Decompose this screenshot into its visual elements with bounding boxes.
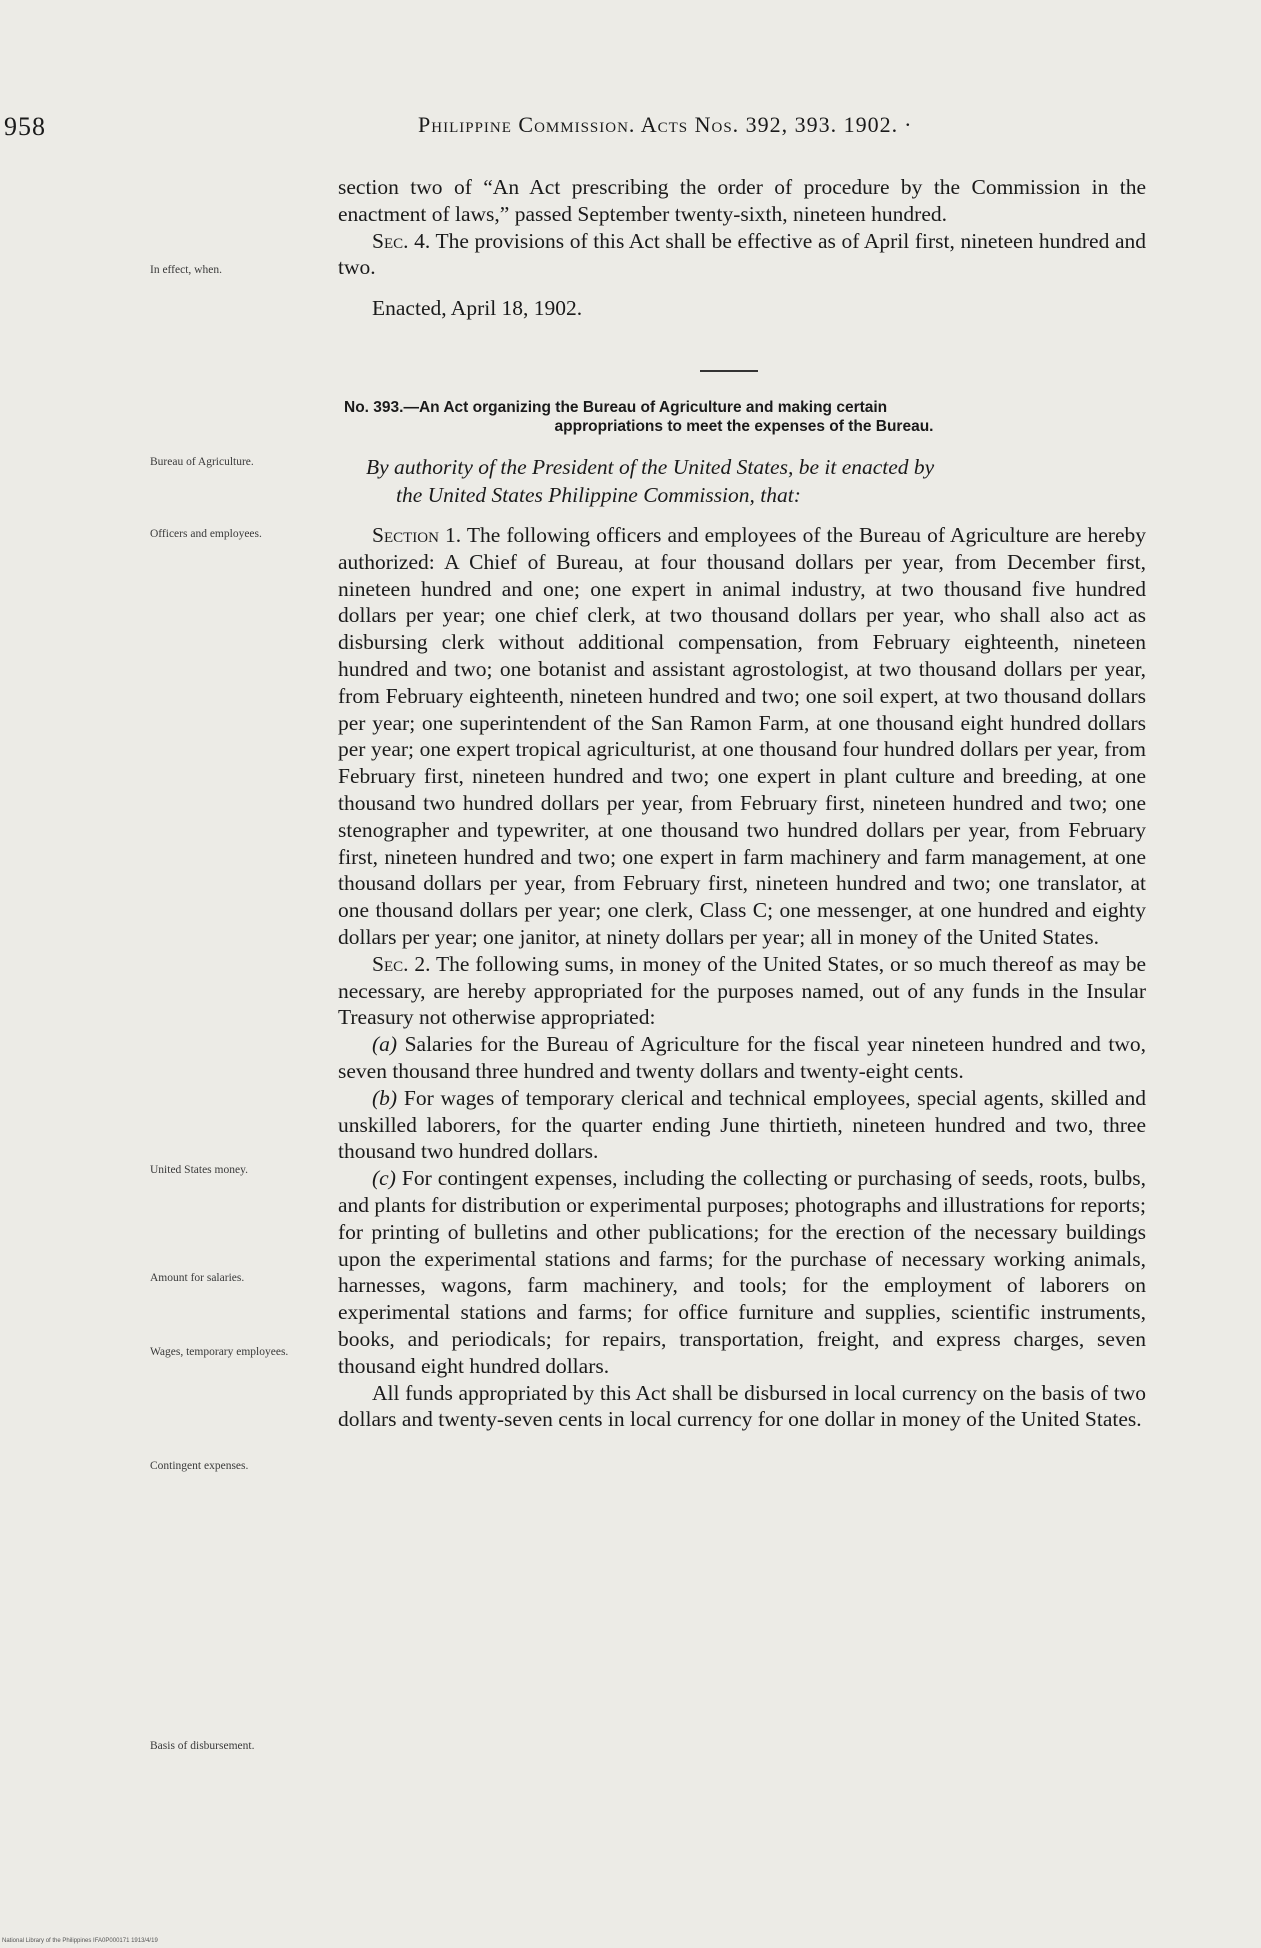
running-head-text: Philippine Commission. Acts Nos. 392, 393. 1902. [418, 112, 899, 137]
item-b-label: (b) [372, 1085, 398, 1110]
section-4-label: Sec. 4. [372, 228, 431, 253]
ink-dot: · [904, 112, 913, 137]
margin-note-amount-salaries: Amount for salaries. [150, 1272, 245, 1284]
section-2-label: Sec. 2. [372, 951, 431, 976]
section-divider [700, 370, 758, 372]
margin-note-contingent: Contingent expenses. [150, 1460, 249, 1472]
act-title-line-1: No. 393.—An Act organizing the Bureau of Agriculture and making certain [344, 399, 888, 416]
item-c-text: For contingent expenses, including the collecting or purchasing of seeds, roots, bulbs, and plants for distribution or experimental purposes; photographs and illustrations for reports; for printing of bulletins and other publications; for the erection of the necessary buildings upon the experimental stations and farms; for the purchase of necessary working animals, harnesses, wagons, farm machinery, and tools; for the employment of laborers on experimental stations and farms; for office furniture and supplies, scientific instruments, books, and periodicals; for repairs, transportation, freight, and express charges, seven thousand eight hundred dollars. [338, 1166, 1146, 1378]
section-1-label: Section 1. [372, 523, 462, 547]
item-a-label: (a) [372, 1032, 398, 1057]
page-number: 958 [4, 112, 46, 141]
section-4 [338, 228, 1146, 282]
margin-note-bureau: Bureau of Agriculture. [150, 456, 254, 468]
item-a-text: Salaries for the Bureau of Agriculture for the fiscal year nineteen hundred and two, seven thousand three hundred and twenty dollars and twenty-eight cents. [338, 1032, 1146, 1083]
act-title-line-2: appropriations to meet the expenses of the Bureau. [554, 418, 934, 435]
item-b [338, 1085, 1146, 1165]
enacting-line-1: By authority of the President of the United States, be it enacted by [366, 455, 935, 479]
basis-paragraph: All funds appropriated by this Act shall be disbursed in local currency on the basis of two dollars and twenty-seven cents in local currency for one dollar in money of the United States. [338, 1380, 1146, 1432]
continuation-paragraph: section two of “An Act prescribing the order of procedure by the Commission in the enactment of laws,” passed September twenty-sixth, nineteen hundred. [338, 175, 1146, 226]
act-title [344, 398, 1144, 436]
section-2 [338, 951, 1146, 1031]
enacting-clause [366, 453, 1156, 509]
margin-note-in-effect: In effect, when. [150, 264, 222, 276]
section-2-text: The following sums, in money of the United States, or so much thereof as may be necessary, are hereby appropriated for the purposes named, out of any funds in the Insular Treasury not otherwise appropriated: [338, 951, 1146, 1030]
section-1-text: The following officers and employees of the Bureau of Agriculture are hereby authorized: A Chief of Bureau, at four thousand dollars per year, from December first, nineteen hundred and one; one expert in animal industry, at two thousand five hundred dollars per year; one chief clerk, at two thousand dollars per year, who shall also act as disbursing clerk without additional compensation, from February eighteenth, nineteen hundred and two; one botanist and assistant agrostologist, at two thousand dollars per year, from February eighteenth, nineteen hundred and two; one soil expert, at two thousand dollars per year; one superintendent of the San Ramon Farm, at one thousand eight hundred dollars per year; one expert tropical agriculturist, at one thousand four hundred dollars per year, from February first, nineteen hundred and two; one expert in plant culture and breeding, at one thousand two hundred dollars per year, from February first, nineteen hundred and two; one stenographer and typewriter, at one thousand two hundred dollars per year, from February first, nineteen hundred and two; one expert in farm machinery and farm management, at one thousand dollars per year, from February first, nineteen hundred and two; one translator, at one thousand dollars per year; one clerk, Class C; one messenger, at one hundred and eighty dollars per year; one janitor, at ninety dollars per year; all in money of the United States. [338, 523, 1146, 949]
continuation-block [338, 174, 1146, 322]
item-c [338, 1165, 1146, 1379]
margin-note-basis: Basis of disbursement. [150, 1740, 255, 1752]
margin-note-officers: Officers and employees. [150, 528, 262, 540]
enacting-line-2: the United States Philippine Commission, that: [396, 483, 801, 507]
section-4-text: The provisions of this Act shall be effective as of April first, nineteen hundred and two. [338, 228, 1147, 280]
enacted-date: Enacted, April 18, 1902. [372, 296, 583, 321]
margin-note-us-money: United States money. [150, 1164, 248, 1176]
margin-note-wages: Wages, temporary employees. [150, 1346, 289, 1358]
item-c-label: (c) [372, 1166, 396, 1191]
scan-footer: National Library of the Philippines IFA0P000171 1913/4/19 [2, 1938, 158, 1944]
section-1 [338, 522, 1146, 951]
item-a [338, 1031, 1146, 1085]
running-head [418, 112, 913, 138]
act-body [338, 522, 1146, 1433]
item-b-text: For wages of temporary clerical and technical employees, special agents, skilled and unskilled laborers, for the quarter ending June thirtieth, nineteen hundred and two, three thousand two hundred dollars. [338, 1085, 1146, 1164]
